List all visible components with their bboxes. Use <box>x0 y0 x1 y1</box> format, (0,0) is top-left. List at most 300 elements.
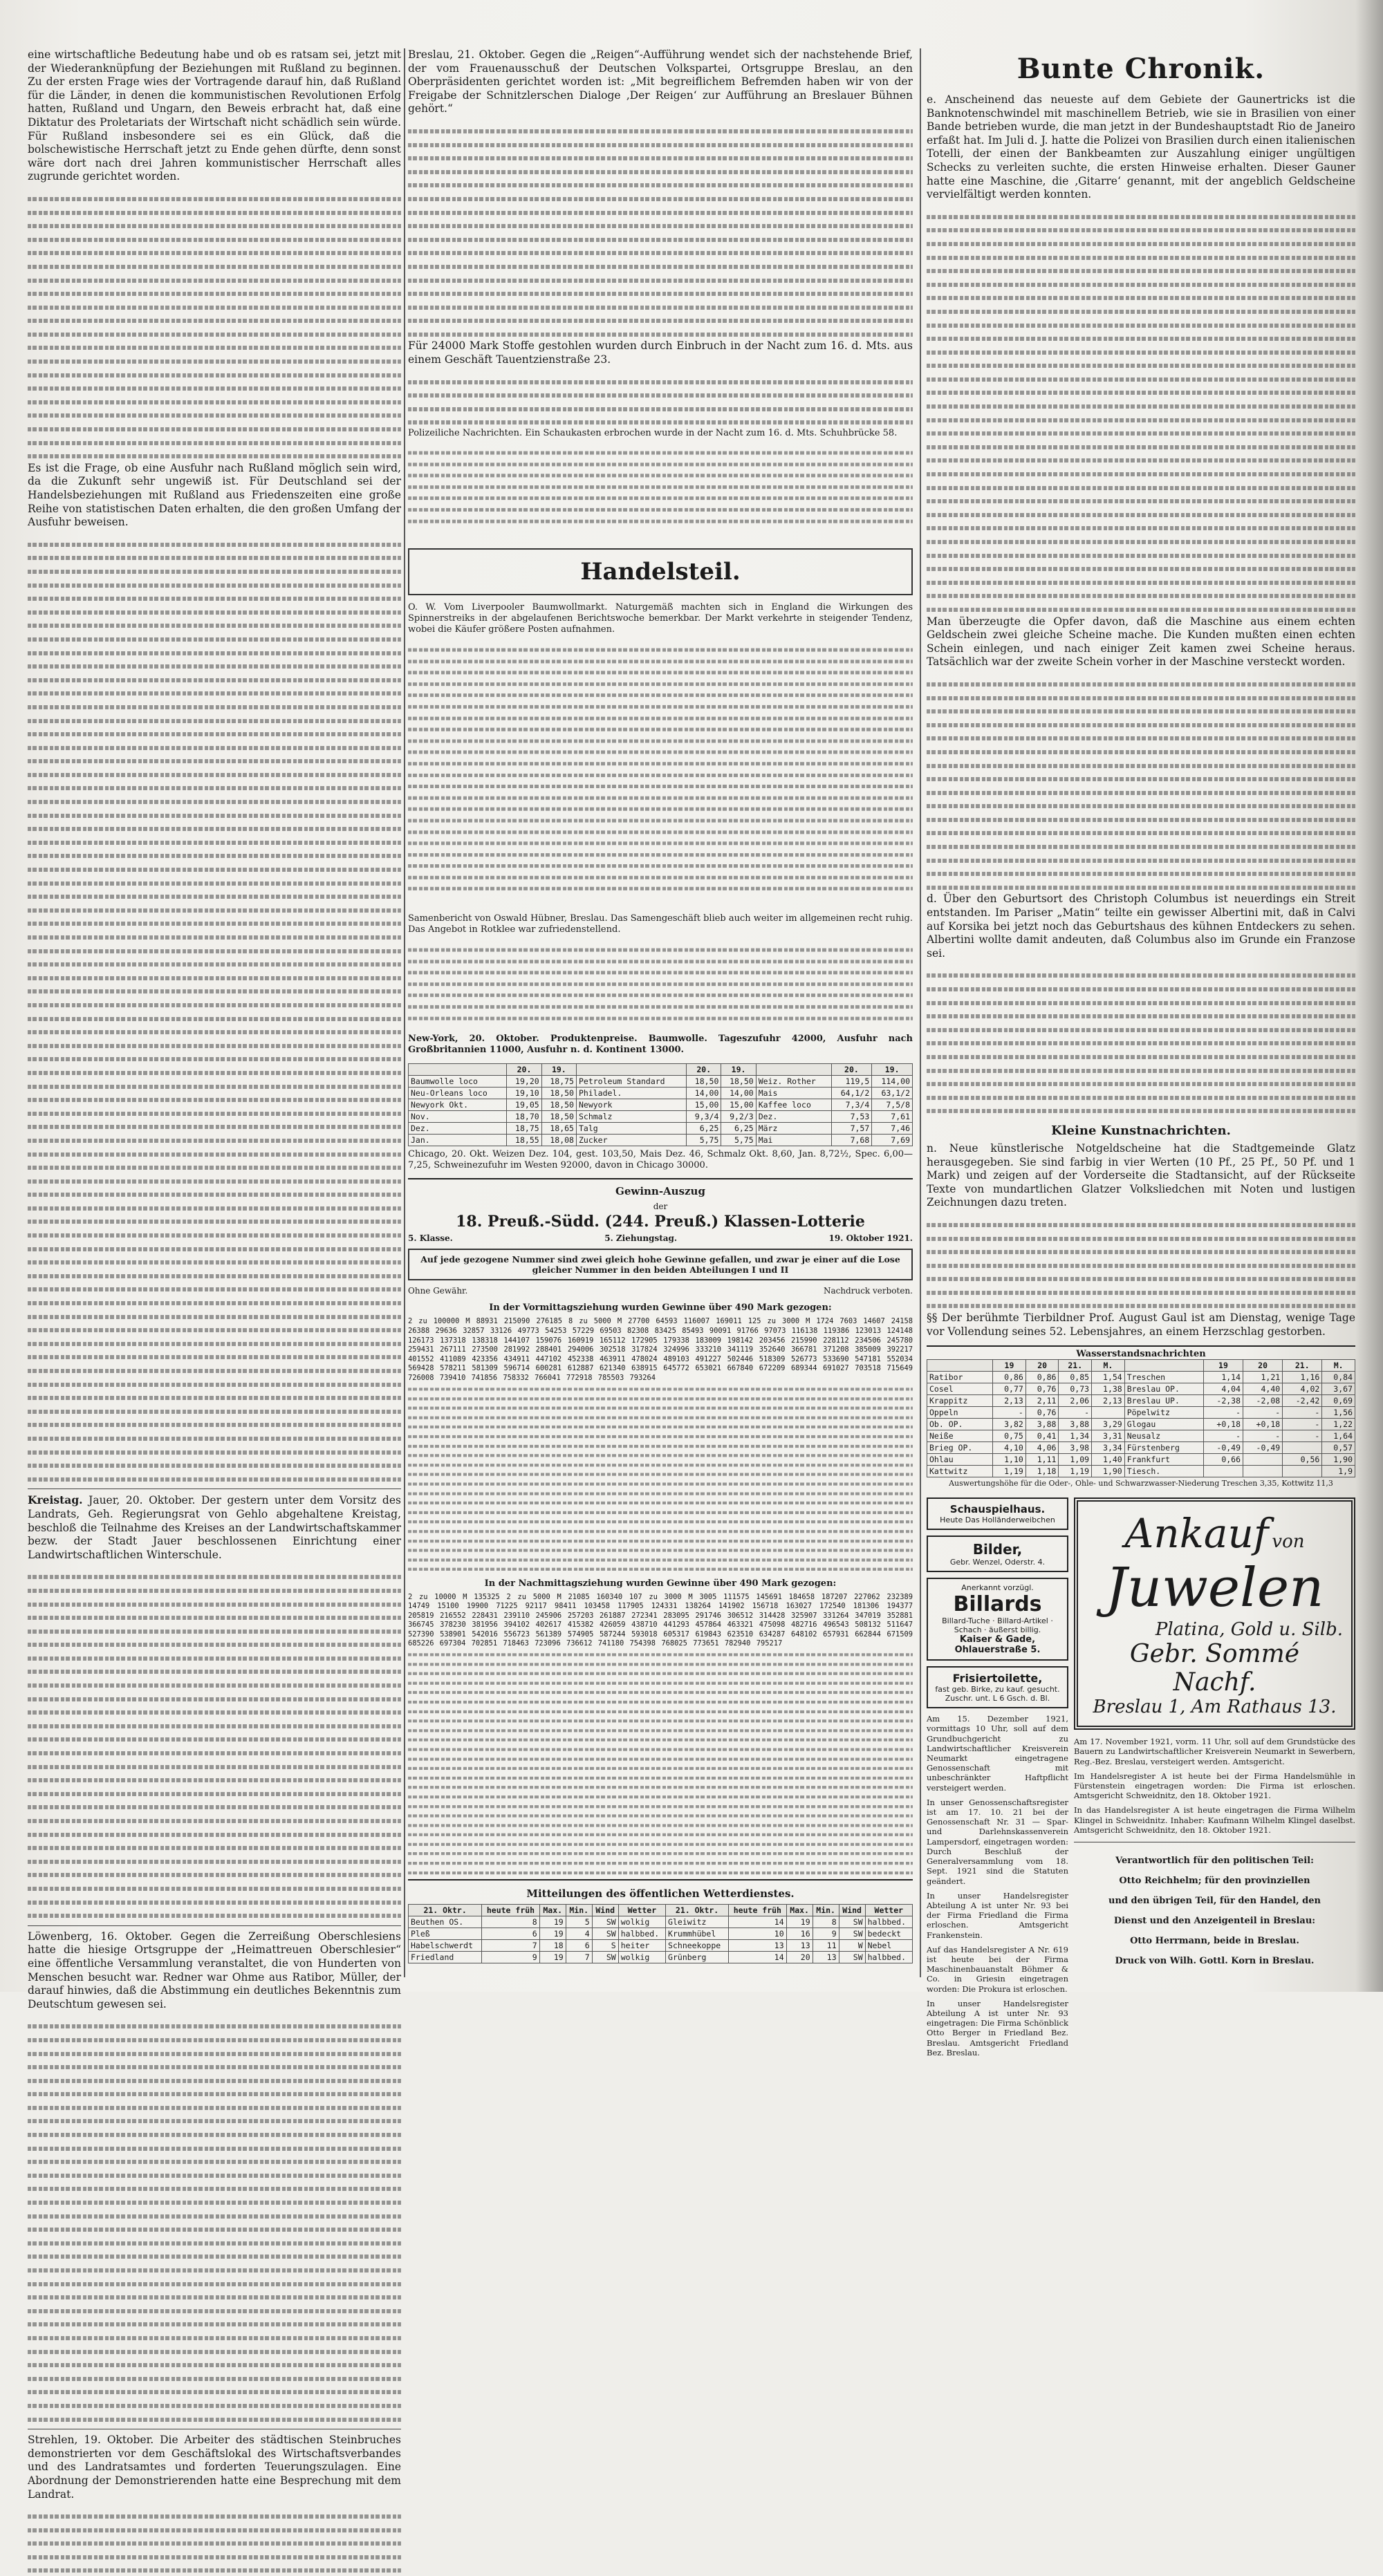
kunstnachrichten-head: Kleine Kunstnachrichten. <box>1051 1123 1231 1138</box>
table-cell: 6 <box>482 1928 540 1940</box>
table-cell: - <box>1283 1419 1322 1430</box>
lotto-numbers-morning: 2 zu 100000 M 88931 215090 276185 8 zu 5000 M 27700 64593 116007 169011 125 zu 3000 M 1724 7603 14607 24158 26388 29636 32857 33126 49773 54253 57229 69503 82308 83425 85493 90091 91766 97073 116138 119386 123013 124148 126173 137318 138318 144107 159076 160919 165112 172905 179338 183009 198142 203456 215990 228112 234506 245780 259431 267111 273500 281992 288401 294006 302518 317824 324996 333210 341119 352640 366781 371208 385009 392217 401552 411089 423356 434911 447102 452338 463911 478024 489103 491227 502446 518309 526773 533690 547181 552034 569428 578211 581309 596714 600281 612887 621340 638915 645772 653021 667840 672209 689344 691027 703518 715649 726008 739410 741856 758332 766041 772918 785503 793264 <box>408 1317 913 1383</box>
table-cell: Neiße <box>927 1430 993 1442</box>
table-cell: 19,05 <box>507 1099 541 1110</box>
table-cell: 1,16 <box>1283 1372 1322 1383</box>
article-baumwolle: O. W. Vom Liverpooler Baumwollmarkt. Naturgemäß machten sich in England die Wirkungen des Spinnerstreiks in der abgelaufenen Berichtswoche bemerkbar. Der Markt verkehrte in steigender Tendenz, wobei die Käufer größere Posten aufnahmen. <box>408 601 913 635</box>
table-header-cell: M. <box>1322 1360 1355 1372</box>
table-header-cell: 20. <box>507 1063 541 1075</box>
article-diebstahl: Für 24000 Mark Stoffe gestohlen wurden durch Einbruch in der Nacht zum 16. d. Mts. aus einem Geschäft Tauentzienstraße 23. <box>408 339 913 366</box>
impressum-line: und den übrigen Teil, für den Handel, den <box>1108 1896 1321 1907</box>
table-cell: 6 <box>566 1940 592 1952</box>
lotto-numbers-afternoon: 2 zu 10000 M 135325 2 zu 5000 M 21085 160340 107 zu 3000 M 3005 111575 145691 184658 187207 227062 232389 14749 15100 19900 71225 92117 98411 103458 117905 124331 138264 141902 156718 163027 172540 181306 194377 205819 216552 228431 239110 245906 257203 261887 272341 283095 291746 306512 314428 325907 331264 347019 352881 366745 378230 381956 394102 402617 415382 426059 438710 441293 457864 463321 475098 482716 496543 508132 511647 527390 538901 542016 556723 561389 574905 587244 593018 605317 619843 623510 634287 648102 657931 662844 671509 685226 697304 702851 718463 723096 736612 741180 754398 768025 773651 782940 795217 <box>408 1592 913 1648</box>
table-cell: SW <box>592 1928 618 1940</box>
table-cell: - <box>1203 1407 1243 1419</box>
table-cell: Oppeln <box>927 1407 993 1419</box>
table-header-cell: Wind <box>592 1905 618 1916</box>
ad-billards-sub: Billard-Tuche · Billard-Artikel · Schach · äußerst billig. <box>942 1616 1053 1635</box>
table-header-cell <box>1124 1360 1203 1372</box>
table-cell: - <box>1059 1407 1092 1419</box>
table-cell: 18,75 <box>507 1122 541 1134</box>
kreistag-head: Kreistag. <box>28 1493 83 1507</box>
table-cell: 1,34 <box>1059 1430 1092 1442</box>
table-cell: 7,57 <box>831 1122 872 1134</box>
table-cell: 19 <box>539 1928 566 1940</box>
table-cell: 1,38 <box>1092 1383 1125 1395</box>
table-cell: 1,22 <box>1322 1419 1355 1430</box>
table-cell: 1,19 <box>993 1466 1026 1477</box>
legal-notice: Am 15. Dezember 1921, vormittags 10 Uhr, soll auf dem Grundbuchgericht zu Landwirtschaftlicher Kreisverein Neumarkt eingetragene Genossenschaft mit unbeschränkter Haftpflicht versteigert werden. <box>927 1714 1068 1793</box>
article-russland-cont: Es ist die Frage, ob eine Ausfuhr nach Rußland möglich sein wird, da die Zukunft sehr ungewiß ist. Für Deutschland sei der Handelsbeziehungen mit Rußland aus Friedenszeiten eine große Reihe von statistischen Daten erhalten, die den großen Umfang der Ausfuhr beweisen. <box>28 461 401 529</box>
table-cell <box>1092 1407 1125 1419</box>
table-cell: Newyork <box>576 1099 686 1110</box>
table-cell: 18,70 <box>507 1110 541 1122</box>
table-cell: 19 <box>786 1916 813 1928</box>
column-left <box>28 48 401 2501</box>
ad-billards <box>927 1578 1068 1661</box>
ad-frisiertoilette <box>927 1666 1068 1708</box>
ad-juwelen <box>1074 1497 1355 1730</box>
table-cell: Brieg OP. <box>927 1442 993 1454</box>
wasserstand-title: Wasserstandsnachrichten <box>927 1345 1355 1359</box>
table-cell: 19,20 <box>507 1075 541 1087</box>
table-cell <box>1283 1466 1322 1477</box>
table-cell: Breslau UP. <box>1124 1395 1203 1407</box>
table-header-cell: heute früh <box>482 1905 540 1916</box>
table-cell: Pöpelwitz <box>1124 1407 1203 1419</box>
lotto-meta <box>408 1233 913 1243</box>
table-cell: 19 <box>539 1916 566 1928</box>
table-cell: 13 <box>729 1940 787 1952</box>
table-cell: 1,90 <box>1092 1466 1125 1477</box>
table-header-cell <box>576 1063 686 1075</box>
table-cell: 0,41 <box>1025 1430 1059 1442</box>
article-gaul: §§ Der berühmte Tierbildner Prof. August Gaul ist am Dienstag, wenige Tage vor Vollendung seines 52. Lebensjahres, an einem Herzschlag gestorben. <box>927 1312 1355 1338</box>
table-cell: Nov. <box>409 1110 507 1122</box>
table-cell: 1,9 <box>1322 1466 1355 1477</box>
lotto-number-rows <box>408 1649 913 1876</box>
article-columbus: d. Über den Geburtsort des Christoph Columbus ist neuerdings ein Streit entstanden. Im Pariser „Matin“ teilte ein gewisser Albertini mit, daß in Calvi auf Korsika bei jetzt noch das Geburtshaus des kühnen Entdeckers zu sehen. Albertini wollte damit andeuten, daß Columbus also im Grunde ein Franzose sei. <box>927 893 1355 960</box>
table-row <box>409 1928 913 1940</box>
table-row <box>409 1916 913 1928</box>
table-header-cell: 19. <box>541 1063 576 1075</box>
page-edge-shadow <box>1355 0 1383 1992</box>
table-cell: 3,67 <box>1322 1383 1355 1395</box>
legal-notice: In das Handelsregister A ist heute eingetragen die Firma Wilhelm Klingel in Schweidnitz. Inhaber: Kaufmann Wilhelm Klingel daselbst. Amtsgericht Schweidnitz, den 18. Oktober 1921. <box>1074 1805 1355 1835</box>
article-strehlen: Strehlen, 19. Oktober. Die Arbeiter des städtischen Steinbruches demonstrierten vor dem Geschäftslokal des Wirtschaftsverbandes und des Landratsamtes und forderten Teuerungszulagen. Eine Abordnung der Demonstrierenden hatte eine Besprechung mit dem Landrat. <box>28 2434 401 2501</box>
table-row <box>409 1075 913 1087</box>
article-reigen: Breslau, 21. Oktober. Gegen die „Reigen“-Aufführung wendet sich der nachstehende Brief, der vom Frauenausschuß der Deutschen Volkspartei, Ortsgruppe Breslau, an den Oberpräsidenten gerichtet worden ist: „Mit begreiflichem Befremden haben wir von der Freigabe der Schnitzlerschen Dialoge ‚Der Reigen‘ zur Aufführung an Breslauer Bühnen gehört.“ <box>408 48 913 115</box>
table-cell: 18,08 <box>541 1134 576 1146</box>
table-cell: 4,02 <box>1283 1383 1322 1395</box>
table-cell: Fürstenberg <box>1124 1442 1203 1454</box>
table-cell: 4,10 <box>993 1442 1026 1454</box>
legal-notice: In unser Handelsregister Abteilung A ist unter Nr. 93 bei der Firma Friedland die Firma erloschen. Amtsgericht Frankenstein. <box>927 1890 1068 1940</box>
table-cell: halbbed. <box>865 1916 912 1928</box>
text-block <box>28 2018 401 2425</box>
impressum-line: Druck von Wilh. Gottl. Korn in Breslau. <box>1115 1956 1315 1967</box>
table-row <box>409 1099 913 1110</box>
table-cell: 0,57 <box>1322 1442 1355 1454</box>
table-cell: 0,75 <box>993 1430 1026 1442</box>
table-cell: - <box>1203 1430 1243 1442</box>
table-cell: Mais <box>756 1087 831 1099</box>
table-cell: 63,1/2 <box>872 1087 913 1099</box>
table-cell: 16 <box>786 1928 813 1940</box>
table-cell: SW <box>839 1916 865 1928</box>
legal-notice: In unser Handelsregister Abteilung A ist unter Nr. 93 eingetragen: Die Firma Schönblick Otto Berger in Friedland Bez. Breslau. Amtsgericht Friedland Bez. Breslau. <box>927 1998 1068 2057</box>
table-cell: Mai <box>756 1134 831 1146</box>
table-header-cell: heute früh <box>729 1905 787 1916</box>
table-cell: 4,40 <box>1243 1383 1283 1395</box>
table-cell: Glogau <box>1124 1419 1203 1430</box>
table-cell: 18,50 <box>721 1075 756 1087</box>
lotto-nachmittag-head: In der Nachmittagsziehung wurden Gewinne über 490 Mark gezogen: <box>484 1578 837 1589</box>
ad-billards-title: Billards <box>953 1592 1042 1617</box>
table-cell: 18,50 <box>541 1087 576 1099</box>
table-cell: Friedland <box>409 1952 482 1963</box>
ad-schauspielhaus-sub: Heute Das Holländerweibchen <box>940 1515 1055 1525</box>
table-cell: Newyork Okt. <box>409 1099 507 1110</box>
table-cell: 1,90 <box>1322 1454 1355 1466</box>
table-cell: 15,00 <box>687 1099 721 1110</box>
lotto-number-rows <box>408 1383 913 1573</box>
ad-juwelen-firma: Gebr. Sommé Nachf. <box>1129 1640 1300 1697</box>
text-block <box>28 1569 401 1921</box>
table-row <box>927 1454 1355 1466</box>
table-cell: Talg <box>576 1122 686 1134</box>
table-row <box>927 1430 1355 1442</box>
table-cell: Pleß <box>409 1928 482 1940</box>
table-row <box>409 1134 913 1146</box>
table-cell: 7,3/4 <box>831 1099 872 1110</box>
table-cell: 9 <box>482 1952 540 1963</box>
table-row <box>927 1466 1355 1477</box>
table-cell: bedeckt <box>865 1928 912 1940</box>
table-row <box>409 1952 913 1963</box>
wasserstand-table <box>927 1359 1355 1477</box>
impressum-line: Verantwortlich für den politischen Teil: <box>1115 1856 1314 1867</box>
table-cell: 6,25 <box>721 1122 756 1134</box>
table-cell: 0,73 <box>1059 1383 1092 1395</box>
lotto-nachdruck: Nachdruck verboten. <box>823 1286 913 1296</box>
table-cell: wolkig <box>618 1916 665 1928</box>
impressum <box>1074 1842 1355 1967</box>
table-cell: 0,76 <box>1025 1407 1059 1419</box>
table-header-cell: Max. <box>786 1905 813 1916</box>
article-loewenberg: Löwenberg, 16. Oktober. Gegen die Zerreißung Oberschlesiens hatte die hiesige Ortsgruppe der „Heimattreuen Oberschlesier“ eine öffentliche Versammlung veranstaltet, die von Hunderten von Menschen besucht war. Redner war Ohme aus Ratibor, Müller, der darauf hinwies, daß die Abstimmung ein deutliches Bekenntnis zum Deutschtum gewesen sei. <box>28 1930 401 2010</box>
table-row <box>409 1940 913 1952</box>
lotto-ziehungstag: 5. Ziehungstag. <box>604 1233 678 1244</box>
table-cell: 1,64 <box>1322 1430 1355 1442</box>
table-cell: Treschen <box>1124 1372 1203 1383</box>
table-cell: 18,50 <box>541 1110 576 1122</box>
ad-billards-pre: Anerkannt vorzügl. <box>961 1583 1034 1593</box>
table-cell: - <box>1283 1430 1322 1442</box>
ads-small <box>927 1497 1068 2062</box>
table-cell: 5,75 <box>687 1134 721 1146</box>
table-header-cell: 19. <box>721 1063 756 1075</box>
table-cell: 7,68 <box>831 1134 872 1146</box>
table-header-cell: 19. <box>872 1063 913 1075</box>
table-header-cell: 20 <box>1243 1360 1283 1372</box>
table-cell: 3,82 <box>993 1419 1026 1430</box>
table-cell: 0,76 <box>1025 1383 1059 1395</box>
table-header-cell: Min. <box>566 1905 592 1916</box>
lotto-note: Auf jede gezogene Nummer sind zwei gleich hohe Gewinne gefallen, und zwar je einer auf die Lose gleicher Nummer in den beiden Abteilungen I und II <box>408 1249 913 1280</box>
article-russland: eine wirtschaftliche Bedeutung habe und ob es ratsam sei, jetzt mit der Wiederanknüpfung der Beziehungen mit Rußland zu beginnen. Zu der ersten Frage wies der Vortragende darauf hin, daß Rußland für die Länder, in denen die kommunistischen Revolutionen Erfolg hatten, Rußland und Ungarn, den Beweis erbracht hat, daß eine Diktatur des Proletariats der Wirtschaft nicht schädlich sein würde. Für Rußland insbesondere sei es ein Glück, daß die bolschewistische Herrschaft jetzt zu Ende gehen dürfte, denn sonst wäre dort nach drei Jahren kommunistischer Herrschaft alles zugrunde gerichtet worden. <box>28 48 401 183</box>
table-cell: 13 <box>813 1952 839 1963</box>
table-cell: März <box>756 1122 831 1134</box>
column-middle <box>408 48 913 1977</box>
table-cell: 7,5/8 <box>872 1099 913 1110</box>
lotto-head: Gewinn-Auszug <box>615 1185 705 1198</box>
table-cell: Neusalz <box>1124 1430 1203 1442</box>
table-cell: 1,18 <box>1025 1466 1059 1477</box>
table-cell: 18,50 <box>687 1075 721 1087</box>
text-block <box>408 446 913 525</box>
table-cell: 1,09 <box>1059 1454 1092 1466</box>
column-rule-2 <box>920 48 921 1977</box>
table-cell: 5,75 <box>721 1134 756 1146</box>
table-cell: Zucker <box>576 1134 686 1146</box>
table-cell: 114,00 <box>872 1075 913 1087</box>
table-header-cell: Min. <box>813 1905 839 1916</box>
table-header-cell <box>409 1063 507 1075</box>
table-row <box>927 1383 1355 1395</box>
table-cell: 64,1/2 <box>831 1087 872 1099</box>
article-samen: Samenbericht von Oswald Hübner, Breslau. Das Samengeschäft blieb auch weiter im allgemeinen recht ruhig. Das Angebot in Rotklee war zufriedenstellend. <box>408 913 913 935</box>
table-cell: Ratibor <box>927 1372 993 1383</box>
table-cell: 19,10 <box>507 1087 541 1099</box>
ad-bilder <box>927 1536 1068 1572</box>
lotto-vormittag-head: In der Vormittagsziehung wurden Gewinne über 490 Mark gezogen: <box>489 1303 832 1314</box>
table-cell: Grünberg <box>666 1952 729 1963</box>
table-cell: 2,13 <box>1092 1395 1125 1407</box>
article-banknoten: e. Anscheinend das neueste auf dem Gebiete der Gaunertricks ist die Banknotenschwindel mit maschinellem Betrieb, wie sie in Brasilien von einer Bande betrieben wurde, die man jetzt in der Bundeshauptstadt Rio de Janeiro erfaßt hat. Im Juli d. J. hatte die Polizei von Brasilien durch einen italienischen Totelli, der einen der Bankbeamten zur Auszahlung einiger ungültigen Schecks zu verleiten suchte, die ersten Hinweise erhalten. Dieser Gauner hatte eine Maschine, die ‚Gitarre‘ genannt, mit der angeblich Geldscheine vervielfältigt werden konnten. <box>927 93 1355 201</box>
wasserstand-footer: Auswertungshöhe für die Oder-, Ohle- und Schwarzwasser-Niederung Treschen 3,35, Kottwitz 11,3 <box>949 1479 1333 1488</box>
table-cell: 2,13 <box>993 1395 1026 1407</box>
table-header-cell: 19 <box>1203 1360 1243 1372</box>
table-cell: 1,19 <box>1059 1466 1092 1477</box>
table-cell: 3,88 <box>1059 1419 1092 1430</box>
table-cell: 8 <box>482 1916 540 1928</box>
ad-juwelen-adresse: Breslau 1, Am Rathaus 13. <box>1093 1697 1337 1718</box>
table-cell: -2,08 <box>1243 1395 1283 1407</box>
article-kreistag <box>28 1493 401 1562</box>
lotto-title: 18. Preuß.-Südd. (244. Preuß.) Klassen-Lotterie <box>456 1213 865 1231</box>
ad-juwelen-juwelen: Juwelen <box>1105 1557 1324 1620</box>
table-cell: 9,2/3 <box>721 1110 756 1122</box>
table-cell: -2,42 <box>1283 1395 1322 1407</box>
table-cell: 1,56 <box>1322 1407 1355 1419</box>
table-cell: +0,18 <box>1203 1419 1243 1430</box>
legal-notice: Am 17. November 1921, vorm. 11 Uhr, soll auf dem Grundstücke des Bauern zu Landwirtschaftlicher Kreisverein Neumarkt in Sewerbern, Reg.-Bez. Breslau, versteigert werden. Amtsgericht. <box>1074 1737 1355 1766</box>
table-cell: 3,34 <box>1092 1442 1125 1454</box>
table-cell: SW <box>839 1952 865 1963</box>
table-cell: 7,53 <box>831 1110 872 1122</box>
impressum-line: Otto Herrmann, beide in Breslau. <box>1130 1936 1299 1947</box>
table-row <box>409 1122 913 1134</box>
table-cell: 18,75 <box>541 1075 576 1087</box>
ad-schauspielhaus-title: Schauspielhaus. <box>949 1503 1046 1516</box>
table-cell: 7,46 <box>872 1122 913 1134</box>
legal-notice: Im Handelsregister A ist heute bei der Firma Handelsmühle in Fürstenstein eingetragen worden: Die Firma ist erloschen. Amtsgericht Schweidnitz, den 18. Oktober 1921. <box>1074 1771 1355 1801</box>
table-cell: 3,98 <box>1059 1442 1092 1454</box>
table-cell: wolkig <box>618 1952 665 1963</box>
kreistag-text: Jauer, 20. Oktober. Der gestern unter dem Vorsitz des Landrats, Geh. Regierungsrat von Gehlo abgehaltene Kreistag, beschloß die Teilnahme des Kreises an der Landwirtschaftskammer bezw. der Stadt Jauer beschlossenen Einrichtung einer Landwirtschaftlichen Winterschule. <box>28 1494 401 1561</box>
table-cell: Ohlau <box>927 1454 993 1466</box>
table-cell: Nebel <box>865 1940 912 1952</box>
newyork-price-table <box>408 1063 913 1146</box>
table-header-cell: 21. Oktr. <box>666 1905 729 1916</box>
table-cell: 119,5 <box>831 1075 872 1087</box>
table-cell: Jan. <box>409 1134 507 1146</box>
handelsteil-box <box>408 548 913 595</box>
column-right <box>927 48 1355 2057</box>
ad-kaiser-gade: Kaiser & Gade, Ohlauerstraße 5. <box>954 1634 1041 1656</box>
legal-notice: In unser Genossenschaftsregister ist am 17. 10. 21 bei der Genossenschaft Nr. 31 — Spar- und Darlehnskassenverein Lampersdorf, eingetragen worden: Durch Beschluß der Generalversammlung vom 18. Sept. 1921 sind die Statuten geändert. <box>927 1797 1068 1886</box>
table-cell: 18,50 <box>541 1099 576 1110</box>
table-cell: 0,56 <box>1283 1454 1322 1466</box>
table-cell: 18 <box>539 1940 566 1952</box>
table-cell: 7,69 <box>872 1134 913 1146</box>
text-block <box>408 643 913 893</box>
lotto-date: 19. Oktober 1921. <box>828 1233 913 1244</box>
table-cell: 4,04 <box>1203 1383 1243 1395</box>
table-cell: S <box>592 1940 618 1952</box>
text-block <box>28 2508 401 2576</box>
bunte-chronik-title: Bunte Chronik. <box>1017 53 1265 85</box>
table-cell: 20 <box>786 1952 813 1963</box>
table-cell: 0,84 <box>1322 1372 1355 1383</box>
table-cell: 1,11 <box>1025 1454 1059 1466</box>
table-cell: Habelschwerdt <box>409 1940 482 1952</box>
table-row <box>409 1087 913 1099</box>
table-cell: 1,40 <box>1092 1454 1125 1466</box>
table-header-cell: 20. <box>687 1063 721 1075</box>
table-cell: 19 <box>539 1952 566 1963</box>
ad-schauspielhaus <box>927 1497 1068 1530</box>
table-cell: Dez. <box>409 1122 507 1134</box>
table-cell: SW <box>592 1952 618 1963</box>
table-header-cell: 21. <box>1283 1360 1322 1372</box>
table-cell: 7,61 <box>872 1110 913 1122</box>
table-cell: 0,77 <box>993 1383 1026 1395</box>
ads-large <box>1074 1497 1355 2062</box>
table-cell: 1,54 <box>1092 1372 1125 1383</box>
table-cell: SW <box>592 1916 618 1928</box>
table-cell: Beuthen OS. <box>409 1916 482 1928</box>
table-cell: Petroleum Standard <box>576 1075 686 1087</box>
lotto-ohne-gewaehr: Ohne Gewähr. <box>408 1286 468 1296</box>
table-cell: - <box>1243 1407 1283 1419</box>
table-cell: Weiz. Rother <box>756 1075 831 1087</box>
divider <box>408 1879 913 1880</box>
table-cell: 8 <box>813 1916 839 1928</box>
article-banknoten-cont: Man überzeugte die Opfer davon, daß die Maschine aus einem echten Geldschein zwei gleiche Scheine mache. Die Kunden mußten einen echten Schein einlegen, und nach einiger Zeit kamen zwei Scheine heraus. Tatsächlich war der zweite Schein vorher in der Maschine versteckt worden. <box>927 615 1355 669</box>
table-cell: 3,88 <box>1025 1419 1059 1430</box>
table-cell <box>1203 1466 1243 1477</box>
table-row <box>927 1372 1355 1383</box>
table-cell: -0,49 <box>1203 1442 1243 1454</box>
table-row <box>927 1407 1355 1419</box>
table-cell: Krummhübel <box>666 1928 729 1940</box>
weather-table <box>408 1904 913 1963</box>
legal-notices-left <box>927 1714 1068 2057</box>
table-cell: 0,66 <box>1203 1454 1243 1466</box>
table-cell: Kattwitz <box>927 1466 993 1477</box>
table-cell: 9,3/4 <box>687 1110 721 1122</box>
table-cell: 3,29 <box>1092 1419 1125 1430</box>
article-polizei: Polizeiliche Nachrichten. Ein Schaukasten erbrochen wurde in der Nacht zum 16. d. Mts. Schuhbrücke 58. <box>408 428 898 439</box>
table-row <box>927 1442 1355 1454</box>
table-cell: Neu-Orleans loco <box>409 1087 507 1099</box>
table-cell: 14,00 <box>687 1087 721 1099</box>
table-cell: 1,10 <box>993 1454 1026 1466</box>
table-cell: Gleiwitz <box>666 1916 729 1928</box>
table-cell: Philadel. <box>576 1087 686 1099</box>
table-cell: Breslau OP. <box>1124 1383 1203 1395</box>
table-cell: 13 <box>786 1940 813 1952</box>
table-cell: 14 <box>729 1916 787 1928</box>
text-block <box>408 943 913 1023</box>
table-cell: 0,86 <box>1025 1372 1059 1383</box>
table-cell: - <box>1243 1430 1283 1442</box>
table-cell: Schneekoppe <box>666 1940 729 1952</box>
table-cell: Cosel <box>927 1383 993 1395</box>
table-header-cell: 20. <box>831 1063 872 1075</box>
table-cell: - <box>993 1407 1026 1419</box>
table-header-cell: Wind <box>839 1905 865 1916</box>
table-row <box>409 1110 913 1122</box>
lotto-der: der <box>653 1202 668 1212</box>
table-cell: Baumwolle loco <box>409 1075 507 1087</box>
table-cell: 2,06 <box>1059 1395 1092 1407</box>
chicago-prices: Chicago, 20. Okt. Weizen Dez. 104, gest. 103,50, Mais Dez. 46, Schmalz Okt. 8,60, Jan. 8,72½, Spec. 6,00—7,25, Schweinezufuhr im Westen 92000, davon in Chicago 30000. <box>408 1148 913 1171</box>
ad-bilder-title: Bilder, <box>972 1541 1023 1558</box>
lotto-klasse: 5. Klasse. <box>408 1233 453 1244</box>
table-cell: Schmalz <box>576 1110 686 1122</box>
table-cell: 9 <box>813 1928 839 1940</box>
article-notgeld: n. Neue künstlerische Notgeldscheine hat die Stadtgemeinde Glatz herausgegeben. Sie sind farbig in vier Werten (10 Pf., 25 Pf., 50 Pf. und 1 Mark) und zeigen auf der Vorderseite die Stadtansicht, auf der Rückseite Texte von mundartlichen Glatzer Volksliedchen mit Noten und lustigen Zeichnungen dazu treten. <box>927 1141 1355 1209</box>
table-header-cell: Wetter <box>618 1905 665 1916</box>
divider <box>28 1925 401 1926</box>
table-header-cell: M. <box>1092 1360 1125 1372</box>
table-cell: 4,06 <box>1025 1442 1059 1454</box>
table-header-cell: Max. <box>539 1905 566 1916</box>
table-cell: 10 <box>729 1928 787 1940</box>
column-rule-1 <box>404 48 405 1977</box>
table-header-cell: Wetter <box>865 1905 912 1916</box>
ad-juwelen-von: von <box>1272 1531 1305 1553</box>
table-cell: 0,86 <box>993 1372 1026 1383</box>
table-cell: 11 <box>813 1940 839 1952</box>
weather-title: Mitteilungen des öffentlichen Wetterdienstes. <box>526 1887 795 1900</box>
table-cell <box>1283 1442 1322 1454</box>
table-cell: - <box>1283 1407 1322 1419</box>
table-cell: 18,55 <box>507 1134 541 1146</box>
table-cell: halbbed. <box>618 1928 665 1940</box>
table-cell: 1,14 <box>1203 1372 1243 1383</box>
table-cell <box>1243 1454 1283 1466</box>
table-cell: -0,49 <box>1243 1442 1283 1454</box>
impressum-line: Otto Reichhelm; für den provinziellen <box>1119 1876 1310 1887</box>
text-block <box>28 536 401 1485</box>
table-cell: 14,00 <box>721 1087 756 1099</box>
table-cell: 2,11 <box>1025 1395 1059 1407</box>
table-cell: 7 <box>482 1940 540 1952</box>
